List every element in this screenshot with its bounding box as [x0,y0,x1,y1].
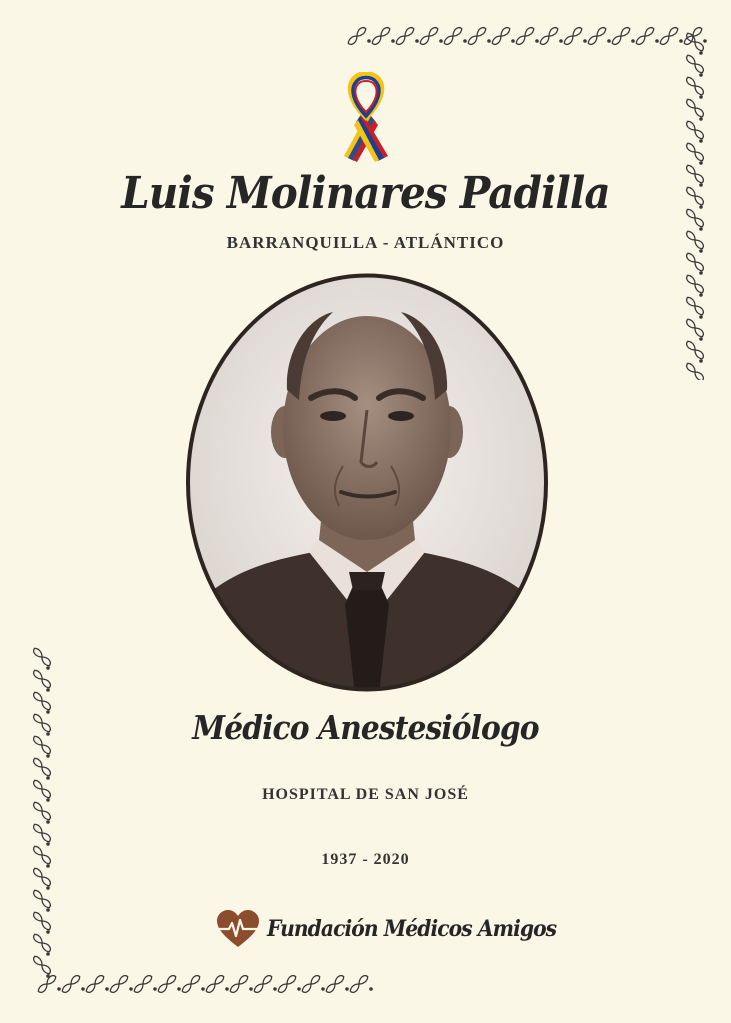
portrait-photo [183,270,551,695]
profession-title: Médico Anestesiólogo [192,708,539,747]
life-years: 1937 - 2020 [321,851,410,868]
vine-border-bottom [35,968,385,1000]
hospital-name: HOSPITAL DE SAN JOSÉ [262,786,469,803]
person-name: Luis Molinares Padilla [121,168,610,219]
ribbon-icon [338,72,394,164]
foundation-name: Fundación Médicos Amigos [267,916,557,942]
vine-border-left [22,645,62,985]
person-location: BARRANQUILLA - ATLÁNTICO [226,233,505,252]
foundation-logo [215,905,557,953]
vine-border-top [345,20,720,52]
heart-pulse-icon [215,909,261,949]
